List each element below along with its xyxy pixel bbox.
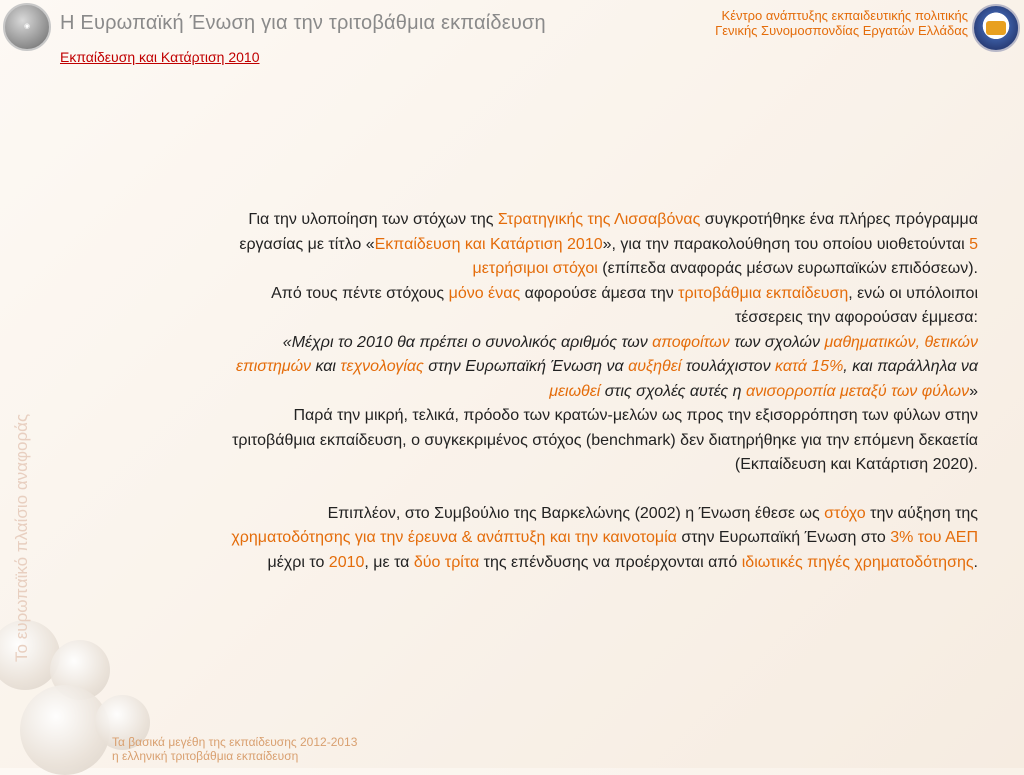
- highlighted-text: αυξηθεί: [628, 358, 682, 375]
- highlighted-text: χρηματοδότησης για την έρευνα & ανάπτυξη και την καινοτομία: [231, 529, 677, 546]
- text-run: .: [973, 553, 978, 571]
- text-run: , και παράλληλα να: [843, 358, 978, 375]
- footer-line-1: Τα βασικά μεγέθη της εκπαίδευσης 2012-2013: [112, 735, 358, 749]
- paragraph-1: [214, 208, 978, 282]
- text-run: της επένδυσης να προέρχονται από: [479, 553, 742, 571]
- paragraph-spacer: [214, 478, 978, 502]
- highlighted-text: 2010: [328, 553, 365, 571]
- organization-line-1: Κέντρο ανάπτυξης εκπαιδευτικής πολιτικής: [721, 8, 968, 23]
- highlighted-text: Στρατηγικής της Λισσαβόνας: [497, 211, 701, 228]
- text-run: Παρά την μικρή, τελικά, πρόοδο των κρατών-μελών ως προς την εξισορρόπηση των φύλων στην τριτοβάθμια εκπαίδευση, ο συγκεκριμένος στόχος (benchmark) δεν διατηρήθηκε για την επόμενη δεκαετία (Εκπαίδευση και Κατάρτιση 2020).: [232, 407, 978, 473]
- text-run: μέχρι το: [267, 553, 329, 571]
- sidebar-section-label: Το ευρωπαϊκό πλαίσιο αναφοράς: [12, 413, 31, 662]
- highlighted-text: Εκπαίδευση και Κατάρτιση 2010: [374, 235, 603, 253]
- organization-line-2: Γενικής Συνομοσπονδίας Εργατών Ελλάδας: [715, 23, 968, 38]
- text-run: Από τους πέντε στόχους: [271, 284, 449, 302]
- gsee-logo-icon: [972, 4, 1020, 52]
- highlighted-text: τριτοβάθμια εκπαίδευση: [678, 284, 849, 302]
- highlighted-text: 5 μετρήσιμοι στόχοι: [472, 235, 978, 277]
- page-title: Η Ευρωπαϊκή Ένωση για την τριτοβάθμια εκπαίδευση: [60, 12, 546, 34]
- text-run: , με τα: [364, 553, 414, 571]
- text-run: στην Ευρωπαϊκή Ένωση να: [423, 358, 629, 375]
- text-run: και: [311, 358, 341, 375]
- paragraph-3: [214, 331, 978, 405]
- highlighted-text: 3% του ΑΕΠ: [890, 529, 978, 546]
- highlighted-text: μειωθεί: [549, 382, 601, 400]
- highlighted-text: ανισορροπία μεταξύ των φύλων: [745, 382, 970, 400]
- text-run: στις σχολές αυτές η: [600, 382, 746, 400]
- highlighted-text: αποφοίτων: [652, 333, 730, 351]
- footer-line-2: η ελληνική τριτοβάθμια εκπαίδευση: [112, 749, 299, 763]
- highlighted-text: μαθηματικών, θετικών επιστημών: [236, 333, 978, 375]
- highlighted-text: στόχο: [824, 504, 866, 522]
- page-subtitle: Εκπαίδευση και Κατάρτιση 2010: [60, 49, 260, 65]
- highlighted-text: τεχνολογίας: [340, 358, 424, 375]
- text-run: Επιπλέον, στο Συμβούλιο της Βαρκελώνης (2002) η Ένωση έθεσε ως: [327, 504, 825, 522]
- logo-mark: ◉: [23, 23, 31, 30]
- main-text: [214, 208, 978, 575]
- text-run: αφορούσε άμεσα την: [520, 284, 679, 302]
- text-run: των σχολών: [729, 333, 825, 351]
- paragraph-2: [214, 282, 978, 331]
- highlighted-text: μόνο ένας: [448, 284, 521, 302]
- organization-name: [715, 8, 968, 38]
- text-run: τουλάχιστον: [681, 358, 776, 375]
- text-run: την αύξηση της: [865, 504, 978, 522]
- highlighted-text: δύο τρίτα: [413, 553, 480, 571]
- text-run: , ενώ οι υπόλοιποι τέσσερεις την αφορούσαν έμμεσα:: [734, 284, 978, 326]
- text-run: », για την παρακολούθηση του οποίου υιοθετούνται: [602, 235, 970, 253]
- paragraph-5: [214, 502, 978, 576]
- text-run: Για την υλοποίηση των στόχων της: [248, 211, 498, 228]
- highlighted-text: κατά 15%: [775, 358, 844, 375]
- text-run: συγκροτήθηκε ένα πλήρες πρόγραμμα εργασίας με τίτλο «: [239, 211, 978, 253]
- footer-note: [112, 735, 357, 763]
- book-icon: [986, 21, 1006, 35]
- text-run: «Μέχρι το 2010 θα πρέπει ο συνολικός αριθμός των: [282, 333, 653, 351]
- kanep-logo-icon: [3, 3, 51, 51]
- text-run: στην Ευρωπαϊκή Ένωση στο: [676, 529, 891, 546]
- paragraph-4: [214, 404, 978, 478]
- highlighted-text: ιδιωτικές πηγές χρηματοδότησης: [741, 553, 974, 571]
- text-run: (επίπεδα αναφοράς μέσων ευρωπαϊκών επιδόσεων).: [597, 260, 978, 277]
- text-run: »: [969, 382, 978, 400]
